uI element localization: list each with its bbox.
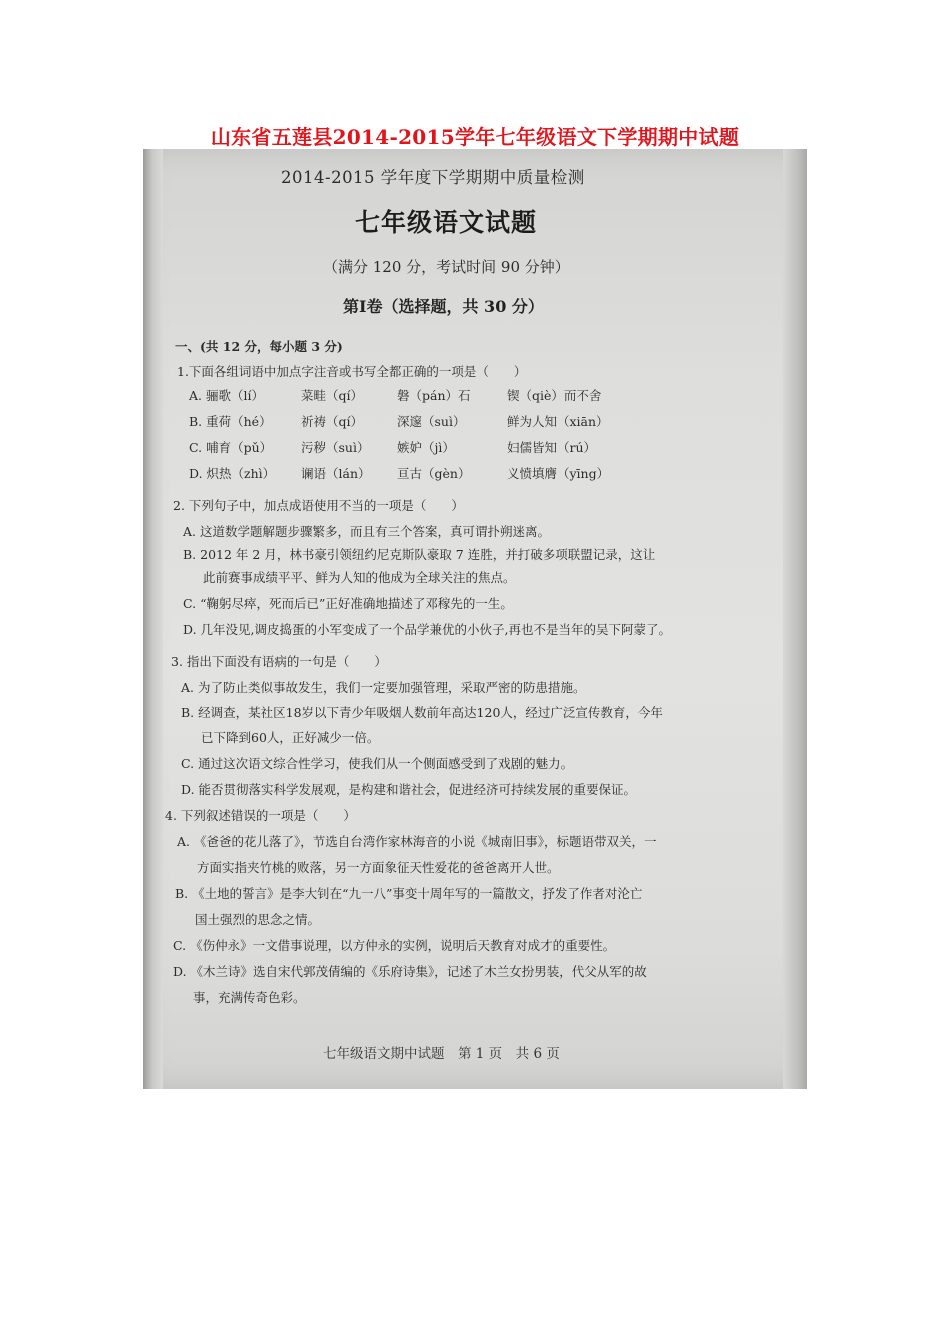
option-word: 祈祷（qí）	[301, 414, 363, 429]
question-4-stem: 4. 下列叙述错误的一项是（ ）	[165, 808, 356, 823]
question-3-option-c: C. 通过这次语文综合性学习，使我们从一个侧面感受到了戏剧的魅力。	[181, 756, 574, 771]
question-2-option-c: C. “鞠躬尽瘁，死而后已”正好准确地描述了邓稼先的一生。	[183, 596, 513, 611]
option-word: 污秽（suì）	[301, 440, 370, 455]
option-word: 亘古（gèn）	[397, 466, 471, 481]
volume-heading: 第Ⅰ卷（选择题，共 30 分）	[343, 297, 544, 316]
question-3-option-a: A. 为了防止类似事故发生，我们一定要加强管理，采取严密的防患措施。	[181, 680, 586, 695]
question-1-stem: 1.下面各组词语中加点字注音或书写全都正确的一项是（ ）	[177, 364, 527, 379]
question-2-stem: 2. 下列句子中，加点成语使用不当的一项是（ ）	[173, 498, 464, 513]
option-word: A. 骊歌（lí）	[189, 388, 264, 403]
exam-paper	[165, 149, 785, 1089]
option-word: 嫉妒（jì）	[397, 440, 455, 455]
question-2-option-d: D. 几年没见,调皮捣蛋的小军变成了一个品学兼优的小伙子,再也不是当年的吴下阿蒙了。	[183, 622, 671, 637]
exam-subtitle: （满分 120 分，考试时间 90 分钟）	[323, 258, 570, 276]
question-4-option-a: A. 《爸爸的花儿落了》，节选自台湾作家林海音的小说《城南旧事》，标题语带双关，一	[177, 834, 657, 849]
option-word: B. 重荷（hé）	[189, 414, 272, 429]
question-3-option-b: B. 经调查，某社区18岁以下青少年吸烟人数前年高达120人，经过广泛宣传教育，今年	[181, 705, 663, 720]
option-word: 深邃（suì）	[397, 414, 466, 429]
question-2-option-a: A. 这道数学题解题步骤繁多，而且有三个答案，真可谓扑朔迷离。	[183, 524, 550, 539]
section-heading: 一、(共 12 分，每小题 3 分)	[175, 339, 343, 354]
option-word: 义愤填膺（yīng）	[507, 466, 610, 481]
question-4-option-d: D. 《木兰诗》选自宋代郭茂倩编的《乐府诗集》，记述了木兰女扮男装，代父从军的故	[173, 964, 647, 979]
option-word: 菜畦（qí）	[301, 388, 363, 403]
question-4-option-d-cont: 事，充满传奇色彩。	[193, 990, 306, 1005]
question-4-option-c: C. 《伤仲永》一文借事说理，以方仲永的实例，说明后天教育对成才的重要性。	[173, 938, 616, 953]
option-word: 妇儒皆知（rú）	[507, 440, 597, 455]
question-4-option-a-cont: 方面实指夹竹桃的败落，另一方面象征天性爱花的爸爸离开人世。	[197, 860, 560, 875]
question-3-stem: 3. 指出下面没有语病的一句是（ ）	[171, 654, 387, 669]
question-4-option-b: B. 《土地的誓言》是李大钊在“九一八”事变十周年写的一篇散文，抒发了作者对沦亡	[175, 886, 643, 901]
exam-page-photo	[143, 149, 807, 1089]
question-3-option-d: D. 能否贯彻落实科学发展观，是构建和谐社会，促进经济可持续发展的重要保证。	[181, 782, 637, 797]
option-word: 锲（qiè）而不舍	[507, 388, 602, 403]
question-2-option-b: B. 2012 年 2 月，林书豪引领纽约尼克斯队豪取 7 连胜，并打破多项联盟记录，这让	[183, 547, 656, 562]
document-title: 山东省五莲县2014-2015学年七年级语文下学期期中试题	[210, 125, 740, 149]
question-2-option-b-cont: 此前赛事成绩平平、鲜为人知的他成为全球关注的焦点。	[203, 570, 516, 585]
exam-header: 2014-2015 学年度下学期期中质量检测	[281, 168, 585, 187]
photo-left-shadow	[143, 149, 163, 1089]
option-word: 鲜为人知（xiān）	[507, 414, 609, 429]
page-footer: 七年级语文期中试题 第 1 页 共 6 页	[323, 1046, 560, 1062]
option-word: C. 哺育（pǔ）	[189, 440, 273, 455]
option-word: D. 炽热（zhì）	[189, 466, 276, 481]
option-word: 磐（pán）石	[397, 388, 471, 403]
option-word: 谰语（lán）	[301, 466, 371, 481]
question-4-option-b-cont: 国土强烈的思念之情。	[195, 912, 321, 927]
exam-title: 七年级语文试题	[355, 208, 538, 237]
question-3-option-b-cont: 已下降到60人，正好减少一倍。	[201, 730, 380, 745]
photo-right-shadow	[783, 149, 807, 1089]
